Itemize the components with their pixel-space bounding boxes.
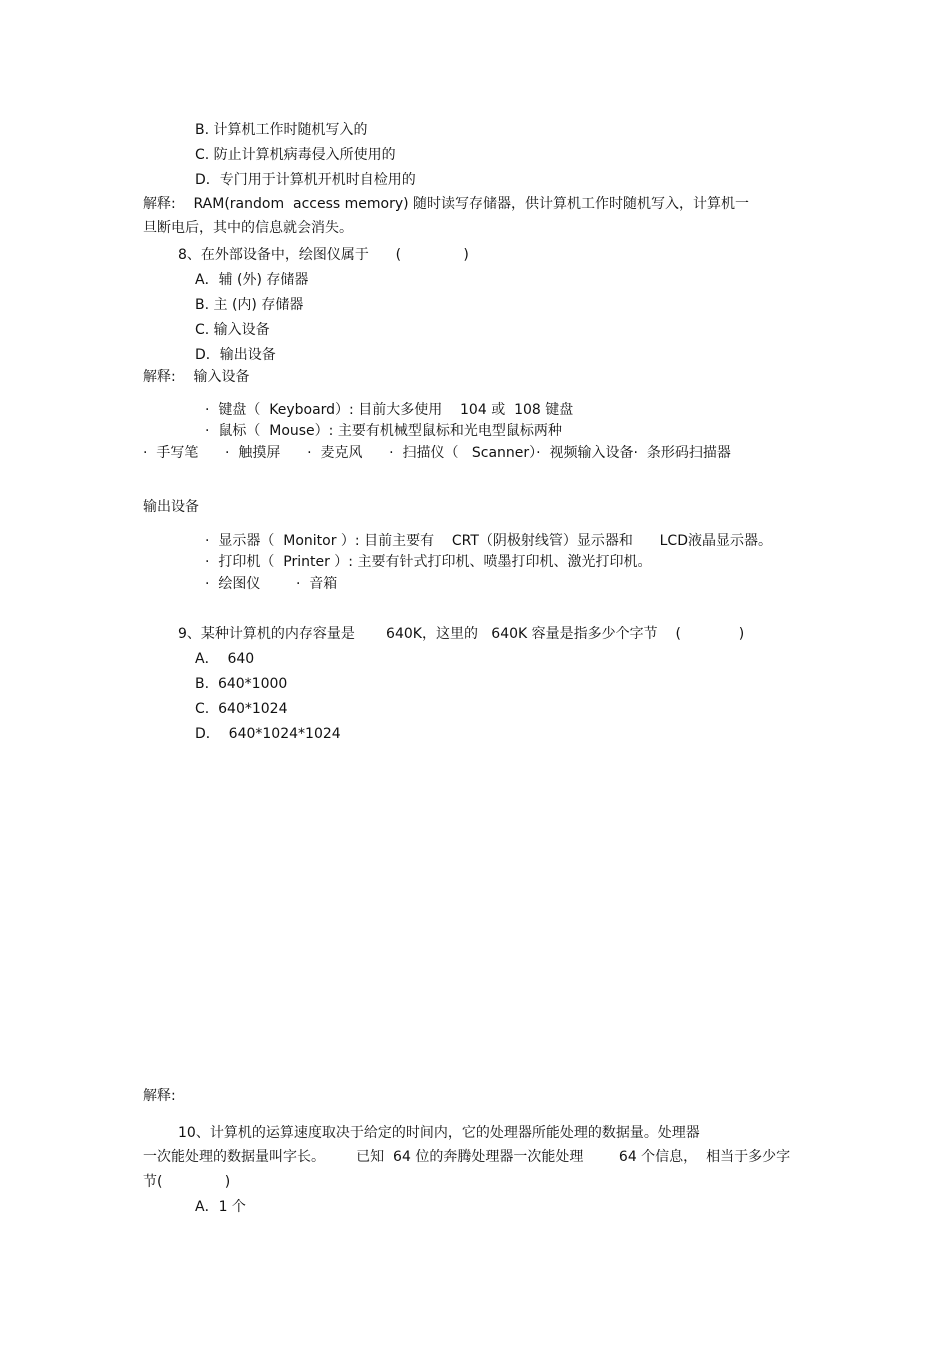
q8-question: 8、在外部设备中，绘图仪属于 ( ) bbox=[178, 247, 469, 263]
q7-explanation-line2: 旦断电后，其中的信息就会消失。 bbox=[143, 220, 353, 236]
output-device-printer: · 打印机（ Printer ）: 主要有针式打印机、喷墨打印机、激光打印机。 bbox=[205, 554, 652, 570]
q8-option-d: D．输出设备 bbox=[195, 347, 276, 363]
output-device-plotter-speaker: · 绘图仪 · 音箱 bbox=[205, 576, 338, 592]
q10-question-line1: 10、计算机的运算速度取决于给定的时间内，它的处理器所能处理的数据量。处理器 bbox=[178, 1125, 700, 1141]
q8-option-a: A．辅 (外) 存储器 bbox=[195, 272, 309, 288]
output-device-monitor: · 显示器（ Monitor ）: 目前主要有 CRT（阴极射线管）显示器和 LCD液晶显示器。 bbox=[205, 533, 772, 549]
q7-option-d: D．专门用于计算机开机时自检用的 bbox=[195, 172, 416, 188]
q9-explanation-label: 解释: bbox=[143, 1088, 176, 1104]
q9-option-c: C. 640*1024 bbox=[195, 701, 288, 717]
output-devices-heading: 输出设备 bbox=[143, 499, 199, 515]
q9-question: 9、某种计算机的内存容量是 640K，这里的 640K 容量是指多少个字节 ( ) bbox=[178, 626, 745, 642]
q8-option-b: B. 主 (内) 存储器 bbox=[195, 297, 304, 313]
q9-option-a: A． 640 bbox=[195, 651, 255, 667]
q7-explanation-line1: 解释: RAM(random access memory) 随时读写存储器，供计算机工作时随机写入，计算机一 bbox=[143, 196, 750, 212]
q8-option-c: C. 输入设备 bbox=[195, 322, 270, 338]
q7-option-c: C. 防止计算机病毒侵入所使用的 bbox=[195, 147, 396, 163]
input-devices-other: · 手写笔 · 触摸屏 · 麦克风 · 扫描仪（ Scanner）· 视频输入设备· 条形码扫描器 bbox=[143, 445, 731, 461]
input-device-mouse: · 鼠标（ Mouse）: 主要有机械型鼠标和光电型鼠标两种 bbox=[205, 423, 562, 439]
q10-question-line3: 节( ) bbox=[143, 1174, 231, 1190]
q10-question-line2: 一次能处理的数据量叫字长。 已知 64 位的奔腾处理器一次能处理 64 个信息， 相当于多少字 bbox=[143, 1149, 791, 1165]
input-device-keyboard: · 键盘（ Keyboard）: 目前大多使用 104 或 108 键盘 bbox=[205, 402, 574, 418]
q9-option-d: D． 640*1024*1024 bbox=[195, 726, 341, 742]
q10-option-a: A．1 个 bbox=[195, 1199, 246, 1215]
q7-option-b: B. 计算机工作时随机写入的 bbox=[195, 122, 368, 138]
q9-option-b: B. 640*1000 bbox=[195, 676, 288, 692]
q8-explanation-label: 解释: 输入设备 bbox=[143, 369, 250, 385]
